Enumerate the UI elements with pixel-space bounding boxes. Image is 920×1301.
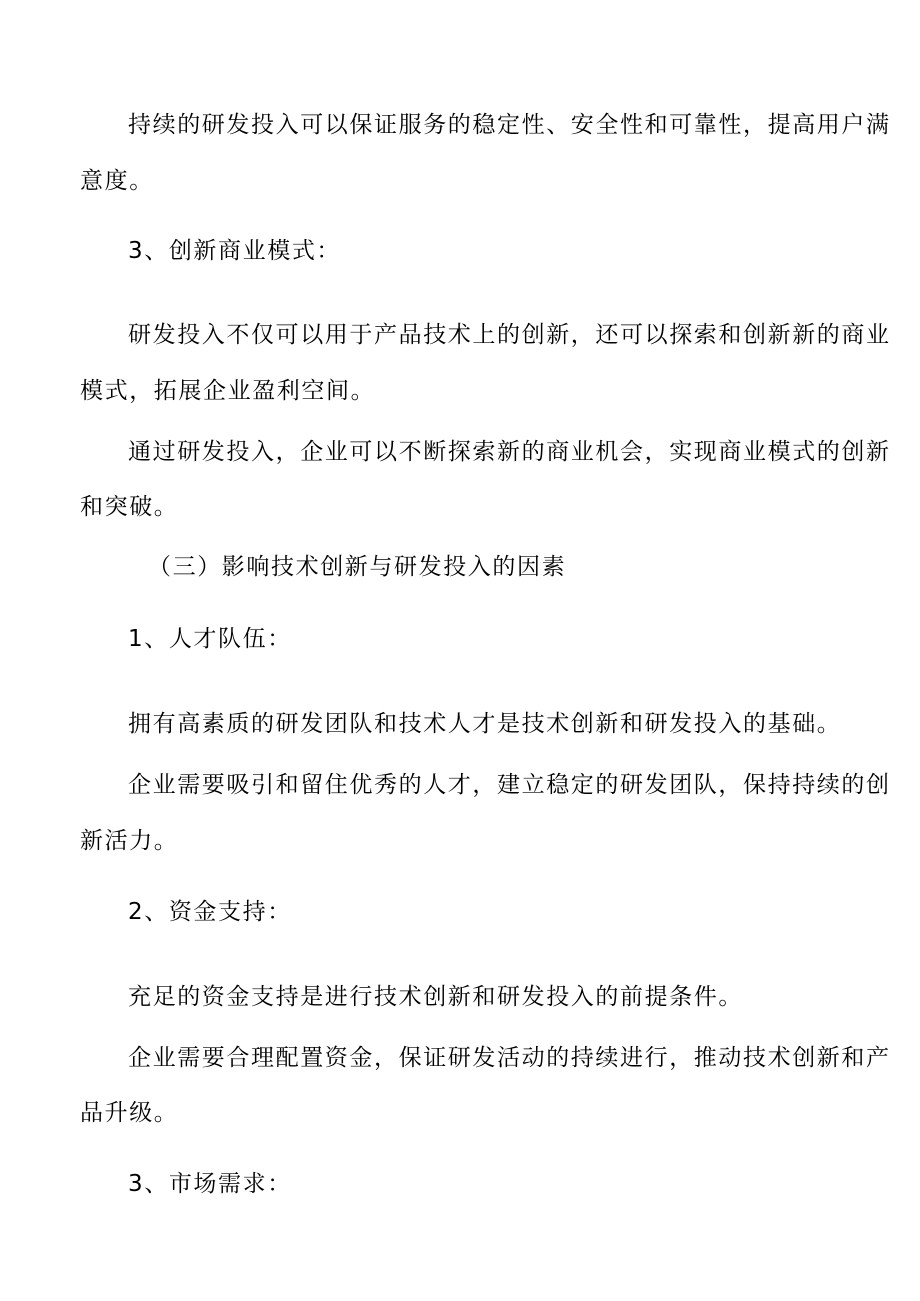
paragraph-line: 企业需要合理配置资金，保证研发活动的持续进行，推动技术创新和产	[128, 1045, 891, 1071]
paragraph-line: 研发投入不仅可以用于产品技术上的创新，还可以探索和创新新的商业	[128, 322, 891, 348]
item-heading: 3、创新商业模式：	[128, 238, 342, 264]
paragraph-line: 品升级。	[80, 1100, 179, 1126]
paragraph-line: 企业需要吸引和留住优秀的人才，建立稳定的研发团队，保持持续的创	[128, 772, 891, 798]
paragraph-line: 新活力。	[80, 828, 179, 854]
paragraph-line: 通过研发投入，企业可以不断探索新的商业机会，实现商业模式的创新	[128, 439, 891, 465]
paragraph-line: 拥有高素质的研发团队和技术人才是技术创新和研发投入的基础。	[128, 711, 842, 737]
paragraph-line: 持续的研发投入可以保证服务的稳定性、安全性和可靠性，提高用户满	[128, 112, 891, 138]
item-heading: 2、资金支持：	[128, 899, 292, 925]
paragraph-line: 意度。	[80, 168, 154, 194]
paragraph-line: 模式，拓展企业盈利空间。	[80, 378, 376, 404]
paragraph-line: 和突破。	[80, 494, 179, 520]
section-heading: （三）影响技术创新与研发投入的因素	[148, 554, 567, 580]
paragraph-line: 充足的资金支持是进行技术创新和研发投入的前提条件。	[128, 984, 743, 1010]
item-heading: 1、人才队伍：	[128, 626, 292, 652]
item-heading: 3、市场需求：	[128, 1171, 292, 1197]
